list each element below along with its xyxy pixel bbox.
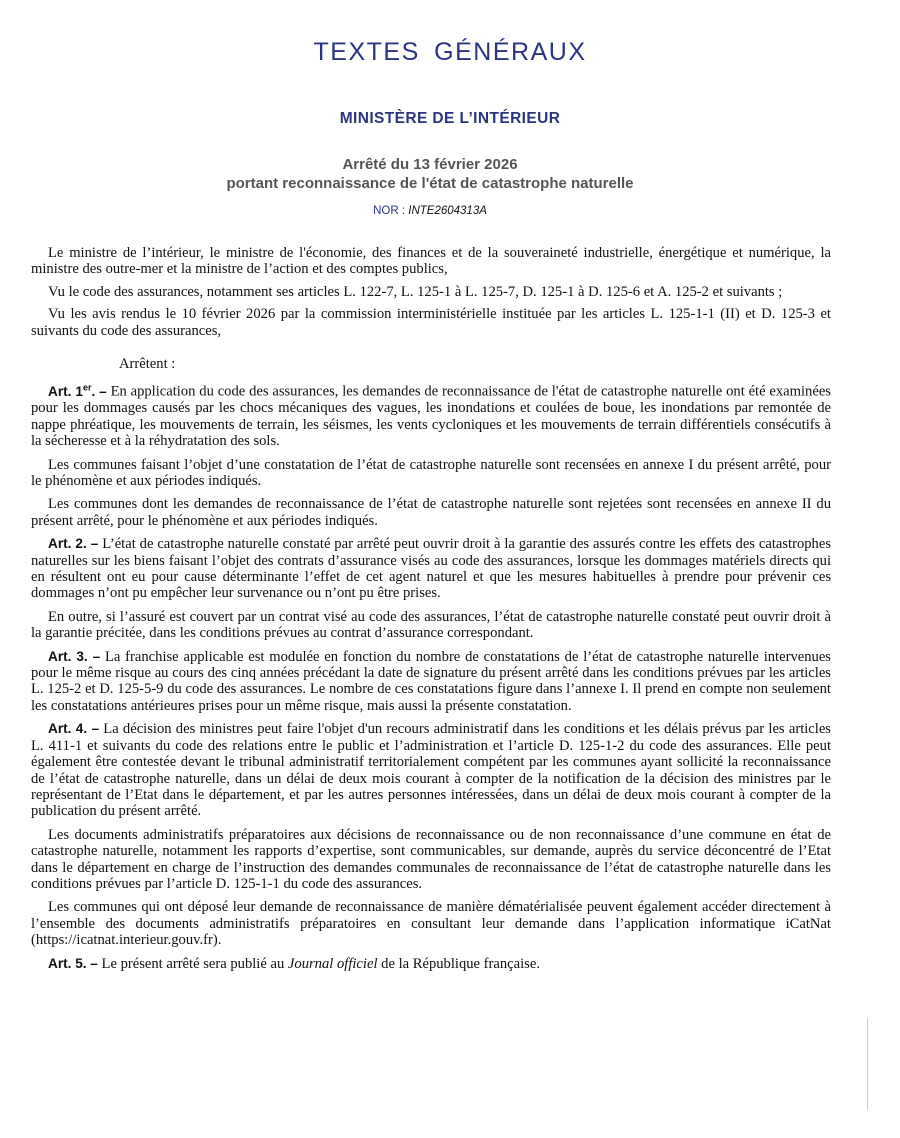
article-5-text-after: de la République française. (377, 955, 540, 972)
article-1-paragraph (31, 379, 831, 449)
arretent-label: Arrêtent : (119, 356, 176, 373)
section-banner: TEXTES GÉNÉRAUX (313, 38, 587, 66)
ministry-heading: MINISTÈRE DE L’INTÉRIEUR (339, 110, 561, 127)
nor-reference (0, 205, 860, 217)
article-1-annex-2: Les communes dont les demandes de reconnaissance de l’état de catastrophe naturelle sont rejetées sont recensées en annexe II du présent arrêté, pour le phénomène et aux périodes indiqués. (31, 496, 831, 529)
article-4-text: La décision des ministres peut faire l'objet d'un recours administratif dans les conditions et les délais prévus par les articles L. 411-1 et suivants du code des relations entre le public et l’administration et l’article D. 125-1-2 du code des assurances. Elle peut également être contestée devant le tribunal administratif territorialement compétent par les communes ayant sollicité la reconnaissance de l’état de catastrophe naturelle, dans un délai de deux mois courant à compter de la notification de la décision des ministres par le représentant de l’Etat dans le département, et par les autres personnes intéressées, dans un délai de deux mois courant à compter de la publication du présent arrêté. (31, 721, 831, 820)
preamble-ministers: Le ministre de l’intérieur, le ministre de l'économie, des finances et de la souveraineté industrielle, énergétique et numérique, la ministre des outre-mer et la ministre de l’action et des comptes publics, (31, 245, 831, 278)
article-1-annex-1: Les communes faisant l’objet d’une constatation de l’état de catastrophe naturelle sont recensées en annexe I du présent arrêté, pour le phénomène et aux périodes indiqués. (31, 456, 831, 489)
article-2-paragraph-2: En outre, si l’assuré est couvert par un contrat visé au code des assurances, l’état de catastrophe naturelle constaté peut ouvrir droit à la garantie précitée, dans les conditions prévues au contrat d’assurance correspondant. (31, 608, 831, 642)
nor-value: INTE2604313A (408, 205, 487, 217)
article-1-label (48, 384, 107, 399)
nor-label: NOR : (373, 205, 409, 217)
article-1-number: Art. 1 (48, 383, 83, 399)
article-3-label: Art. 3. – (48, 648, 101, 664)
scan-edge-line (867, 1018, 868, 1110)
decree-body (31, 245, 831, 979)
decree-title (0, 155, 860, 193)
article-5-text-before: Le présent arrêté sera publié au (101, 955, 288, 972)
article-1-dash: . – (91, 383, 107, 399)
decree-title-line1: Arrêté du 13 février 2026 (342, 156, 518, 173)
article-4-paragraph (31, 721, 831, 819)
article-2-text: L’état de catastrophe naturelle constaté par arrêté peut ouvrir droit à la garantie des assurés contre les effets des catastrophes naturelles sur les biens faisant l’objet des contrats d’assurance visés au code des assurances, lorsque les dommages matériels directs qui en résultent ont eu pour cause déterminante l’effet de cet agent naturel et que les mesures habituelles à prendre pour prévenir ces dommages n’ont pu empêcher leur survenance ou n’ont pu être prises. (31, 536, 832, 602)
article-2-label: Art. 2. – (48, 536, 99, 552)
decree-title-line2: portant reconnaissance de l'état de catastrophe naturelle (226, 175, 634, 192)
article-3-paragraph (31, 649, 831, 715)
article-2-paragraph (31, 536, 831, 602)
article-4-paragraph-2: Les documents administratifs préparatoires aux décisions de reconnaissance ou de non reconnaissance d’une commune en état de catastrophe naturelle, notamment les rapports d’expertise, sont communicables, sur demande, auprès du service déconcentré de l’Etat dans le département en charge de l’instruction des demandes communales de reconnaissance de l’état de catastrophe naturelle dans les conditions prévues par l’article D. 125-1-1 du code des assurances. (31, 826, 831, 892)
preamble-vu-avis: Vu les avis rendus le 10 février 2026 par la commission interministérielle instituée par les articles L. 125-1-1 (II) et D. 125-3 et suivants du code des assurances, (31, 306, 831, 339)
article-5-paragraph (31, 956, 831, 972)
article-1-text: En application du code des assurances, les demandes de reconnaissance de l'état de catastrophe naturelle ont été examinées pour les dommages causés par les chocs mécaniques des vagues, les inondations et coulées de boue, les inondations par remontée de nappe phréatique, les mouvements de terrain, les séismes, les vents cycloniques et les mouvements de terrain différentiels consécutifs à la sécheresse et à la réhydratation des sols. (31, 383, 831, 450)
article-4-label: Art. 4. – (48, 721, 100, 737)
journal-officiel-title: Journal officiel (287, 955, 378, 972)
article-4-paragraph-3: Les communes qui ont déposé leur demande de reconnaissance de manière dématérialisée peuvent également accéder directement à l’ensemble des documents administratifs préparatoires en consultant leur demande dans l’application informatique iCatNat (https://icatnat.interieur.gouv.fr). (31, 899, 831, 949)
article-5-label: Art. 5. – (48, 955, 98, 971)
article-3-text: La franchise applicable est modulée en fonction du nombre de constatations de l’état de catastrophe naturelle intervenues pour le même risque au cours des cinq années précédant la date de signature du présent arrêté dans les conditions prévues par les articles L. 125-2 et D. 125-5-9 du code des assurances. Le nombre de ces constatations figure dans l’annexe I. Il prend en compte non seulement les constatations antérieures prises pour un même risque, mais aussi la présente constatation. (31, 648, 831, 714)
preamble-vu-code: Vu le code des assurances, notamment ses articles L. 122-7, L. 125-1 à L. 125-7, D. 125-1 à D. 125-6 et A. 125-2 et suivants ; (48, 283, 783, 300)
article-1-sup: er (82, 382, 92, 393)
